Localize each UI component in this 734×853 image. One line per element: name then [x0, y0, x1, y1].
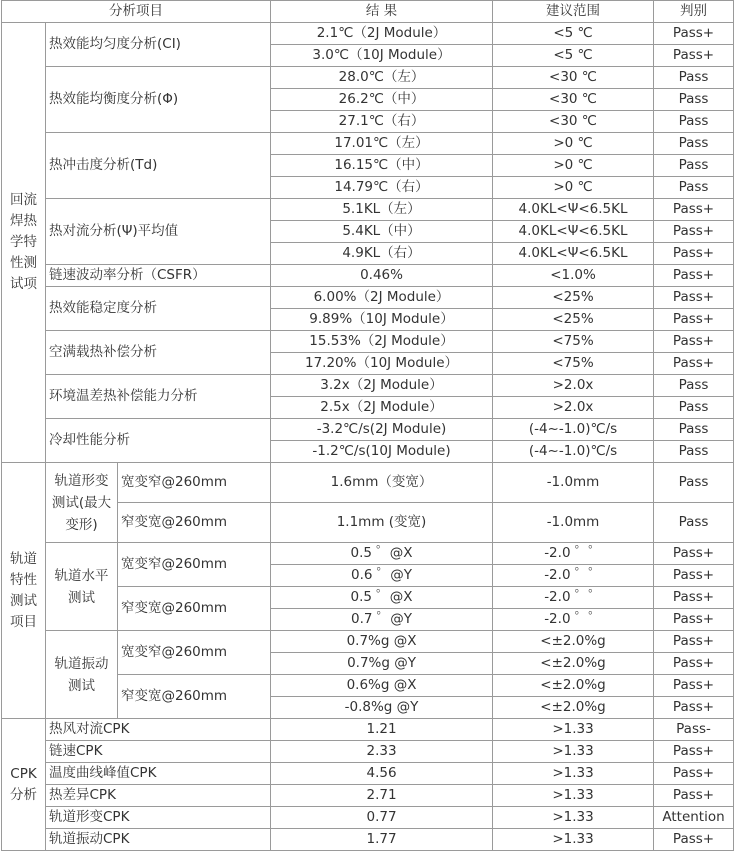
- result-cell: 14.79℃（右）: [271, 177, 493, 199]
- result-cell: 0.77: [271, 807, 493, 829]
- result-cell: 3.2x（2J Module）: [271, 375, 493, 397]
- verdict-cell: Pass+: [654, 331, 734, 353]
- item-name: 热效能均衡度分析(Φ): [46, 67, 271, 133]
- verdict-cell: Pass+: [654, 199, 734, 221]
- range-cell: <±2.0%g: [493, 697, 654, 719]
- result-cell: -0.8%g @Y: [271, 697, 493, 719]
- result-cell: 2.33: [271, 741, 493, 763]
- item-name: 环境温差热补偿能力分析: [46, 375, 271, 419]
- range-cell: <5 ℃: [493, 23, 654, 45]
- verdict-cell: Pass+: [654, 45, 734, 67]
- range-cell: <5 ℃: [493, 45, 654, 67]
- result-cell: 17.20%（10J Module）: [271, 353, 493, 375]
- verdict-cell: Pass+: [654, 221, 734, 243]
- range-cell: <30 ℃: [493, 111, 654, 133]
- table-row: [2, 807, 734, 829]
- verdict-cell: Pass+: [654, 353, 734, 375]
- condition-cell: 窄变宽@260mm: [118, 587, 271, 631]
- result-cell: 15.53%（2J Module）: [271, 331, 493, 353]
- verdict-cell: Pass+: [654, 675, 734, 697]
- item-name: 热冲击度分析(Td): [46, 133, 271, 199]
- result-cell: 5.4KL（中）: [271, 221, 493, 243]
- range-cell: -2.0 ゜゜: [493, 609, 654, 631]
- item-name: 热差异CPK: [46, 785, 271, 807]
- table-row: [2, 829, 734, 851]
- result-cell: 1.21: [271, 719, 493, 741]
- header-verdict: 判别: [654, 1, 734, 23]
- verdict-cell: Pass+: [654, 609, 734, 631]
- range-cell: >1.33: [493, 829, 654, 851]
- table-row: [2, 331, 734, 353]
- table-row: [2, 763, 734, 785]
- result-cell: 0.6%g @X: [271, 675, 493, 697]
- verdict-cell: Pass+: [654, 741, 734, 763]
- verdict-cell: Pass+: [654, 287, 734, 309]
- condition-cell: 窄变宽@260mm: [118, 503, 271, 543]
- item-name: 热效能均匀度分析(CI): [46, 23, 271, 67]
- result-cell: 6.00%（2J Module）: [271, 287, 493, 309]
- range-cell: <75%: [493, 353, 654, 375]
- verdict-cell: Pass+: [654, 243, 734, 265]
- table-row: [2, 265, 734, 287]
- table-row: [2, 23, 734, 45]
- result-cell: 0.7 ゜@Y: [271, 609, 493, 631]
- range-cell: >1.33: [493, 741, 654, 763]
- verdict-cell: Pass+: [654, 587, 734, 609]
- verdict-cell: Pass: [654, 419, 734, 441]
- verdict-cell: Pass-: [654, 719, 734, 741]
- range-cell: <±2.0%g: [493, 653, 654, 675]
- range-cell: >1.33: [493, 807, 654, 829]
- range-cell: >0 ℃: [493, 155, 654, 177]
- verdict-cell: Pass+: [654, 543, 734, 565]
- verdict-cell: Pass: [654, 397, 734, 419]
- item-name: 链速CPK: [46, 741, 271, 763]
- range-cell: >2.0x: [493, 375, 654, 397]
- verdict-cell: Pass+: [654, 565, 734, 587]
- range-cell: <1.0%: [493, 265, 654, 287]
- header-range: 建议范围: [493, 1, 654, 23]
- header-row: [2, 1, 734, 23]
- verdict-cell: Pass: [654, 89, 734, 111]
- result-cell: -1.2℃/s(10J Module): [271, 441, 493, 463]
- result-cell: 1.77: [271, 829, 493, 851]
- verdict-cell: Pass+: [654, 829, 734, 851]
- range-cell: 4.0KL<Ψ<6.5KL: [493, 243, 654, 265]
- verdict-cell: Pass: [654, 177, 734, 199]
- range-cell: <±2.0%g: [493, 675, 654, 697]
- result-cell: 0.46%: [271, 265, 493, 287]
- verdict-cell: Pass: [654, 67, 734, 89]
- result-cell: 0.5 ゜@X: [271, 587, 493, 609]
- range-cell: (-4~-1.0)℃/s: [493, 419, 654, 441]
- result-cell: 2.1℃（2J Module）: [271, 23, 493, 45]
- result-cell: 16.15℃（中）: [271, 155, 493, 177]
- condition-cell: 宽变窄@260mm: [118, 463, 271, 503]
- table-row: [2, 631, 734, 653]
- range-cell: -2.0 ゜゜: [493, 587, 654, 609]
- condition-cell: 宽变窄@260mm: [118, 543, 271, 587]
- verdict-cell: Pass+: [654, 631, 734, 653]
- result-cell: 1.1mm (变宽): [271, 503, 493, 543]
- result-cell: 4.56: [271, 763, 493, 785]
- item-name: 热效能稳定度分析: [46, 287, 271, 331]
- item-name: 轨道形变CPK: [46, 807, 271, 829]
- result-cell: 0.5 ゜@X: [271, 543, 493, 565]
- range-cell: >1.33: [493, 763, 654, 785]
- header-item: 分析项目: [2, 1, 271, 23]
- range-cell: >1.33: [493, 785, 654, 807]
- table-row: [2, 375, 734, 397]
- item-name: 热对流分析(Ψ)平均值: [46, 199, 271, 265]
- range-cell: -2.0 ゜゜: [493, 543, 654, 565]
- result-cell: 4.9KL（右）: [271, 243, 493, 265]
- range-cell: <25%: [493, 309, 654, 331]
- table-row: [2, 719, 734, 741]
- group-label-rail: 轨道特性测试项目: [2, 463, 46, 719]
- result-cell: 0.7%g @Y: [271, 653, 493, 675]
- item-name: 轨道形变测试(最大变形): [46, 463, 118, 543]
- result-cell: 27.1℃（右）: [271, 111, 493, 133]
- item-name: 温度曲线峰值CPK: [46, 763, 271, 785]
- result-cell: 2.71: [271, 785, 493, 807]
- range-cell: <30 ℃: [493, 67, 654, 89]
- range-cell: <±2.0%g: [493, 631, 654, 653]
- result-cell: 0.7%g @X: [271, 631, 493, 653]
- condition-cell: 宽变窄@260mm: [118, 631, 271, 675]
- verdict-cell: Pass: [654, 463, 734, 503]
- group-label-reflow: 回流焊热学特性测试项: [2, 23, 46, 463]
- range-cell: >1.33: [493, 719, 654, 741]
- condition-cell: 窄变宽@260mm: [118, 675, 271, 719]
- result-cell: 26.2℃（中）: [271, 89, 493, 111]
- table-row: [2, 419, 734, 441]
- range-cell: <75%: [493, 331, 654, 353]
- verdict-cell: Pass: [654, 111, 734, 133]
- table-row: [2, 463, 734, 503]
- range-cell: <25%: [493, 287, 654, 309]
- range-cell: >2.0x: [493, 397, 654, 419]
- verdict-cell: Pass+: [654, 763, 734, 785]
- range-cell: >0 ℃: [493, 133, 654, 155]
- verdict-cell: Pass+: [654, 697, 734, 719]
- item-name: 轨道振动测试: [46, 631, 118, 719]
- result-cell: 0.6 ゜@Y: [271, 565, 493, 587]
- result-cell: 9.89%（10J Module）: [271, 309, 493, 331]
- table-row: [2, 785, 734, 807]
- range-cell: -1.0mm: [493, 503, 654, 543]
- item-name: 冷却性能分析: [46, 419, 271, 463]
- table-row: [2, 133, 734, 155]
- verdict-cell: Pass+: [654, 309, 734, 331]
- verdict-cell: Pass+: [654, 653, 734, 675]
- table-row: [2, 741, 734, 763]
- verdict-cell: Pass: [654, 503, 734, 543]
- verdict-cell: Pass: [654, 133, 734, 155]
- table-body: [2, 23, 734, 851]
- result-cell: 3.0℃（10J Module）: [271, 45, 493, 67]
- verdict-cell: Pass+: [654, 785, 734, 807]
- result-cell: 28.0℃（左）: [271, 67, 493, 89]
- result-cell: -3.2℃/s(2J Module): [271, 419, 493, 441]
- table-row: [2, 199, 734, 221]
- table-row: [2, 67, 734, 89]
- result-cell: 17.01℃（左）: [271, 133, 493, 155]
- table-row: [2, 287, 734, 309]
- verdict-cell: Pass+: [654, 23, 734, 45]
- analysis-table: [1, 0, 734, 851]
- range-cell: -1.0mm: [493, 463, 654, 503]
- item-name: 链速波动率分析（CSFR）: [46, 265, 271, 287]
- item-name: 轨道水平测试: [46, 543, 118, 631]
- result-cell: 1.6mm（变宽）: [271, 463, 493, 503]
- table-row: [2, 543, 734, 565]
- result-cell: 5.1KL（左）: [271, 199, 493, 221]
- verdict-cell: Pass: [654, 441, 734, 463]
- verdict-cell: Pass: [654, 155, 734, 177]
- result-cell: 2.5x（2J Module）: [271, 397, 493, 419]
- verdict-cell: Pass+: [654, 265, 734, 287]
- range-cell: 4.0KL<Ψ<6.5KL: [493, 199, 654, 221]
- verdict-cell: Pass: [654, 375, 734, 397]
- header-result: 结 果: [271, 1, 493, 23]
- verdict-cell: Attention: [654, 807, 734, 829]
- item-name: 轨道振动CPK: [46, 829, 271, 851]
- range-cell: (-4~-1.0)℃/s: [493, 441, 654, 463]
- range-cell: <30 ℃: [493, 89, 654, 111]
- range-cell: 4.0KL<Ψ<6.5KL: [493, 221, 654, 243]
- range-cell: -2.0 ゜゜: [493, 565, 654, 587]
- item-name: 空满载热补偿分析: [46, 331, 271, 375]
- group-label-cpk: CPK 分析: [2, 719, 46, 851]
- item-name: 热风对流CPK: [46, 719, 271, 741]
- range-cell: >0 ℃: [493, 177, 654, 199]
